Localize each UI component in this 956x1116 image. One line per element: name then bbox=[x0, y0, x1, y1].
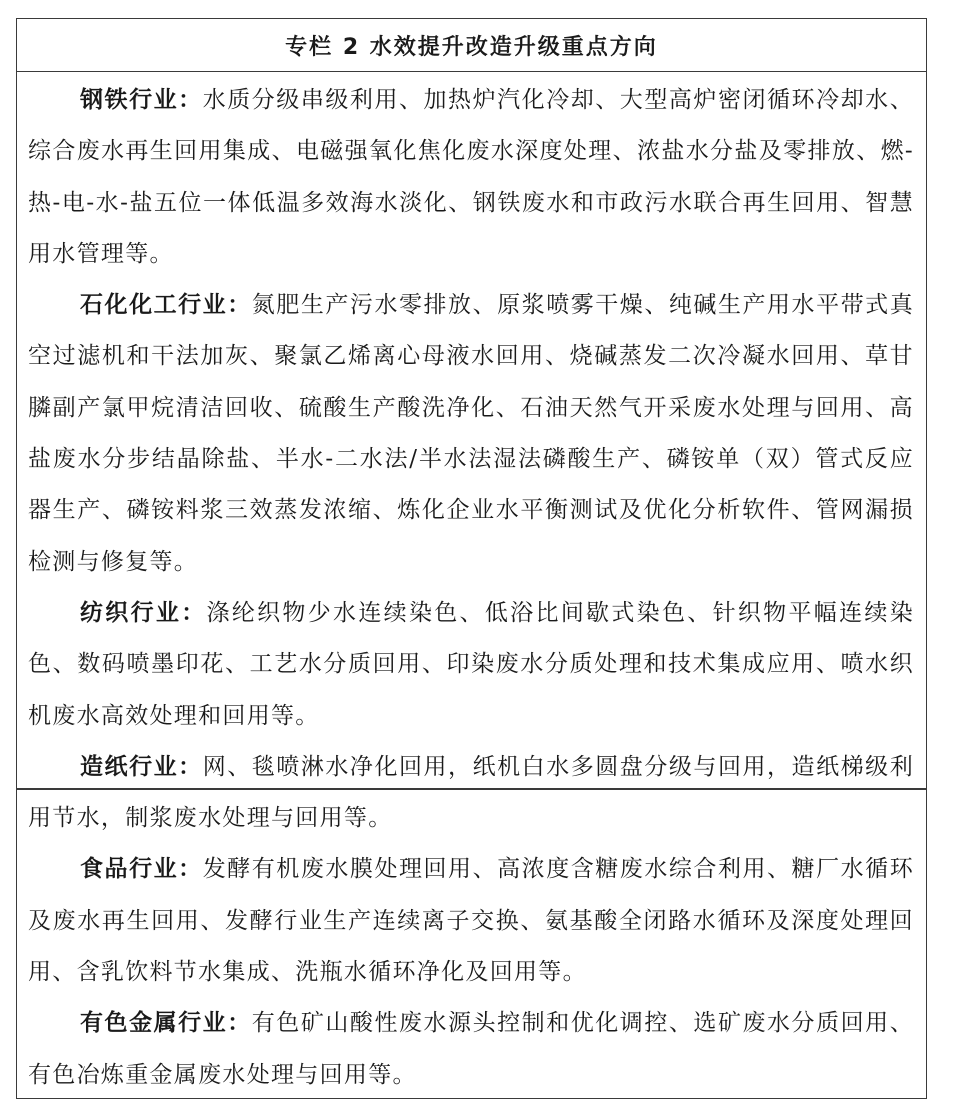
sector-label: 造纸行业： bbox=[80, 753, 203, 780]
sector-text: 网、毯喷淋水净化回用，纸机白水多圆盘分级与回用，造纸梯级利用节水，制浆废水处理与回用等。 bbox=[28, 753, 915, 832]
sector-paragraph-petrochemical bbox=[28, 280, 914, 588]
sector-paragraph-food bbox=[28, 844, 914, 998]
sector-paragraph-nonferrous bbox=[28, 998, 914, 1101]
sector-text: 涤纶织物少水连续染色、低浴比间歇式染色、针织物平幅连续染色、数码喷墨印花、工艺水分质回用、印染废水分质处理和技术集成应用、喷水织机废水高效处理和回用等。 bbox=[28, 599, 914, 729]
sector-label: 食品行业： bbox=[80, 856, 203, 883]
sector-label: 纺织行业： bbox=[80, 599, 207, 626]
sector-label: 石化化工行业： bbox=[80, 292, 252, 319]
sector-label: 有色金属行业： bbox=[80, 1010, 252, 1037]
sector-text: 有色矿山酸性废水源头控制和优化调控、选矿废水分质回用、有色冶炼重金属废水处理与回用等。 bbox=[28, 1010, 914, 1088]
sector-label: 钢铁行业： bbox=[80, 87, 203, 113]
box-body bbox=[28, 75, 914, 1101]
sector-text: 氮肥生产污水零排放、原浆喷雾干燥、纯碱生产用水平带式真空过滤机和干法加灰、聚氯乙烯离心母液水回用、烧碱蒸发二次冷凝水回用、草甘膦副产氯甲烷清洁回收、硫酸生产酸洗净化、石油天然气开采废水处理与回用、高盐废水分步结晶除盐、半水-二水法/半水法湿法磷酸生产、磷铵单（双）管式反应器生产、磷铵料浆三效蒸发浓缩、炼化企业水平衡测试及优化分析软件、管网漏损检测与修复等。 bbox=[28, 292, 914, 575]
sector-paragraph-steel bbox=[28, 75, 914, 280]
box-title: 专栏 2 水效提升改造升级重点方向 bbox=[17, 19, 926, 72]
sector-paragraph-textile bbox=[28, 588, 914, 742]
sector-text: 发酵有机废水膜处理回用、高浓度含糖废水综合利用、糖厂水循环及废水再生回用、发酵行业生产连续离子交换、氨基酸全闭路水循环及深度处理回用、含乳饮料节水集成、洗瓶水循环净化及回用等。 bbox=[28, 856, 915, 986]
sector-text: 水质分级串级利用、加热炉汽化冷却、大型高炉密闭循环冷却水、综合废水再生回用集成、电磁强氧化焦化废水深度处理、浓盐水分盐及零排放、燃-热-电-水-盐五位一体低温多效海水淡化、钢铁废水和市政污水联合再生回用、智慧用水管理等。 bbox=[28, 87, 915, 267]
sector-paragraph-paper bbox=[28, 742, 914, 845]
